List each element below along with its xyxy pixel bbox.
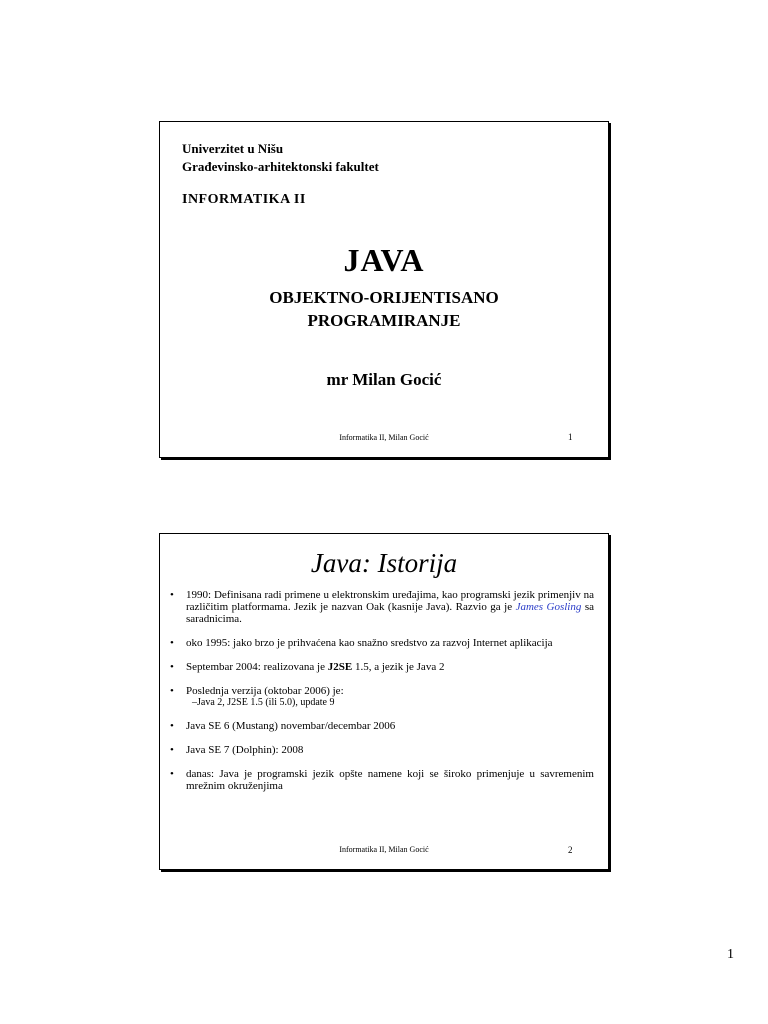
person-name: James Gosling: [515, 601, 582, 613]
university-name: Univerzitet u Nišu: [182, 141, 284, 156]
course-name: INFORMATIKA II: [182, 192, 306, 207]
faculty-name: Građevinsko-arhitektonski fakultet: [182, 159, 379, 174]
subtitle-line-1: OBJEKTNO-ORIJENTISANO: [269, 288, 499, 307]
sub-bullet: –Java 2, J2SE 1.5 (ili 5.0), update 9: [192, 697, 335, 708]
slide-footer: Informatika II, Milan Gocić: [339, 433, 429, 442]
slide-footer: Informatika II, Milan Gocić: [339, 845, 429, 854]
bullet-item-1995: [170, 637, 594, 649]
bullet-text: Septembar 2004: realizovana je: [186, 661, 328, 673]
page-number: 1: [727, 947, 734, 962]
slide-number: 2: [568, 845, 573, 855]
bullet-item-2004: [170, 661, 594, 673]
bullet-bold-text: J2SE: [327, 661, 353, 673]
bullet-text: 1990: Definisana radi primene u elektronskim uređajima, kao programski jezik primenjiv na različitim platformama. Jezik je nazvan Oak (kasnije Java). Razvio ga je: [186, 589, 594, 613]
bullet-text: Poslednja verzija (oktobar 2006) je:: [186, 685, 344, 697]
author-name: mr Milan Gocić: [326, 370, 442, 389]
slide-subtitle: [160, 286, 608, 332]
bullet-item-se6: [170, 720, 594, 732]
bullet-text: Java SE 6 (Mustang) novembar/decembar 2006: [186, 720, 396, 732]
slide-title: JAVA: [343, 242, 425, 278]
slide-number: 1: [568, 432, 573, 442]
slide-1: [159, 121, 609, 458]
subtitle-line-2: PROGRAMIRANJE: [307, 311, 461, 330]
bullet-text: oko 1995: jako brzo je prihvaćena kao snažno sredstvo za razvoj Internet aplikacija: [186, 637, 553, 649]
bullet-text: danas: Java je programski jezik opšte namene koji se široko primenjuje u savremenim mrežnim okruženjima: [186, 768, 594, 792]
bullet-item-today: [170, 768, 594, 792]
slide-2: [159, 533, 609, 870]
bullet-text: 1.5, a jezik je Java 2: [352, 661, 445, 673]
bullet-item-1990: [170, 589, 594, 625]
bullet-text: Java SE 7 (Dolphin): 2008: [186, 744, 304, 756]
bullet-item-latest: [170, 685, 594, 709]
slide-title: Java: Istorija: [310, 548, 458, 578]
bullet-list: [170, 589, 594, 804]
bullet-item-se7: [170, 744, 594, 756]
institution-block: [182, 140, 379, 176]
bullet-text: sa saradnicima.: [186, 601, 595, 625]
